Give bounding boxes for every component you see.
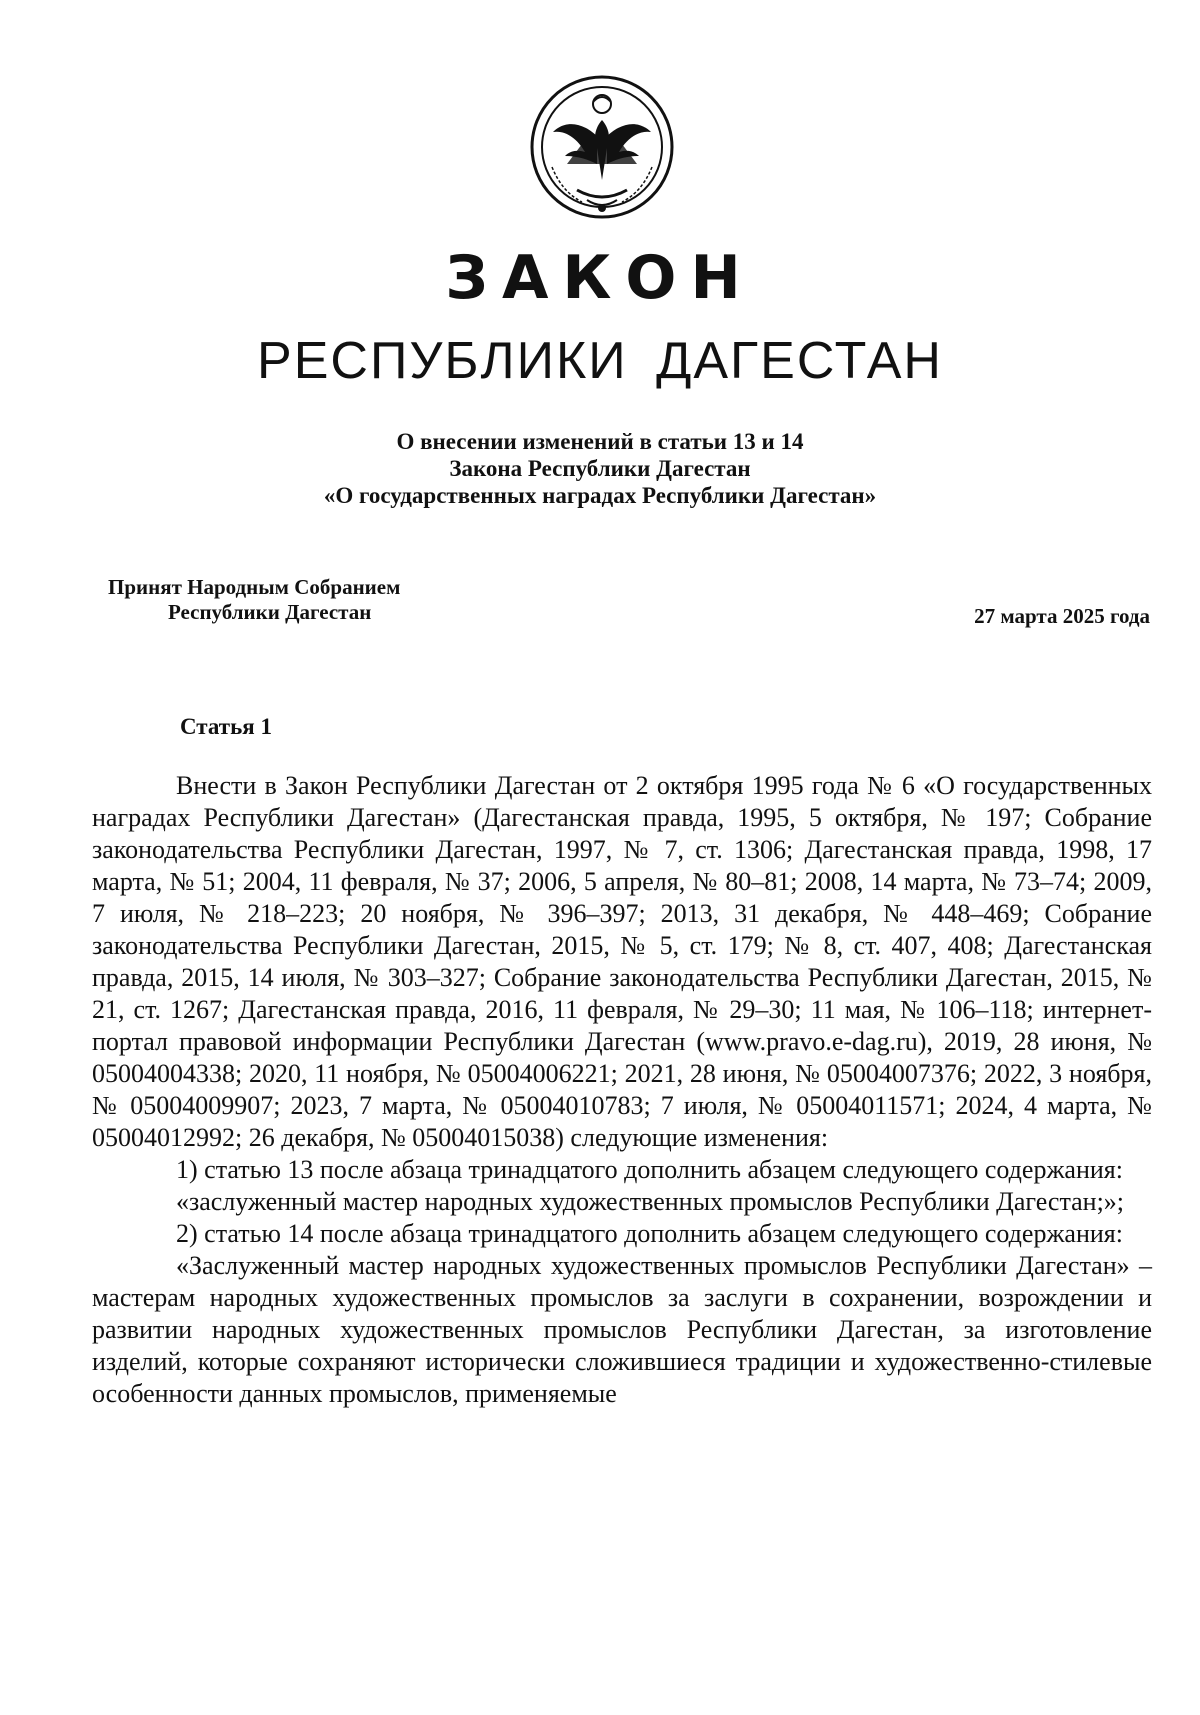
law-name-line: О внесении изменений в статьи 13 и 14 [396,429,804,454]
law-name-line: «О государственных наградах Республики Дагестан» [323,483,877,508]
coat-of-arms-dagestan-icon [527,72,677,222]
article-body [92,770,1152,1410]
law-name-line: Закона Республики Дагестан [449,456,751,481]
article-title: Статья 1 [180,714,272,739]
paragraph: 2) статью 14 после абзаца тринадцатого дополнить абзацем следующего содержания: [176,1219,1123,1248]
adoption-date: 27 марта 2025 года [974,604,1150,628]
adoption-line: Республики Дагестан [168,600,372,624]
adoption-note [108,575,400,625]
adoption-line: Принят Народным Собранием [108,575,401,599]
paragraph: 1) статью 13 после абзаца тринадцатого дополнить абзацем следующего содержания: [176,1155,1123,1184]
paragraph: «Заслуженный мастер народных художественных промыслов Республики Дагестан» – мастерам народных художественных промыслов за заслуги в сохранении, возрождении и развитии народных художественных промыслов Республики Дагестан, за изготовление изделий, которые сохраняют исторически сложившиеся традиции и художественно-стилевые особенности данных промыслов, применяемые [92,1251,1152,1408]
document-subtitle: РЕСПУБЛИКИ ДАГЕСТАН [257,332,943,390]
document-title: ЗАКОН [445,243,755,313]
law-name [0,428,1200,509]
paragraph: Внести в Закон Республики Дагестан от 2 октября 1995 года № 6 «О государственных наградах Республики Дагестан» (Дагестанская правда, 1995, 5 октября, № 197; Собрание законодательства Республики Дагестан, 1997, № 7, ст. 1306; Дагестанская правда, 1998, 17 марта, № 51; 2004, 11 февраля, № 37; 2006, 5 апреля, № 80–81; 2008, 14 марта, № 73–74; 2009, 7 июля, № 218–223; 20 ноября, № 396–397; 2013, 31 декабря, № 448–469; Собрание законодательства Республики Дагестан, 2015, № 5, ст. 179; № 8, ст. 407, 408; Дагестанская правда, 2015, 14 июля, № 303–327; Собрание законодательства Республики Дагестан, 2015, № 21, ст. 1267; Дагестанская правда, 2016, 11 февраля, № 29–30; 11 мая, № 106–118; интернет-портал правовой информации Республики Дагестан (www.pravo.e-dag.ru), 2019, 28 июня, № 05004004338; 2020, 11 ноября, № 05004006221; 2021, 28 июня, № 05004007376; 2022, 3 ноября, № 05004009907; 2023, 7 марта, № 05004010783; 7 июля, № 05004011571; 2024, 4 марта, № 05004012992; 26 декабря, № 05004015038) следующие изменения: [92,771,1152,1152]
paragraph: «заслуженный мастер народных художественных промыслов Республики Дагестан;»; [176,1187,1125,1216]
